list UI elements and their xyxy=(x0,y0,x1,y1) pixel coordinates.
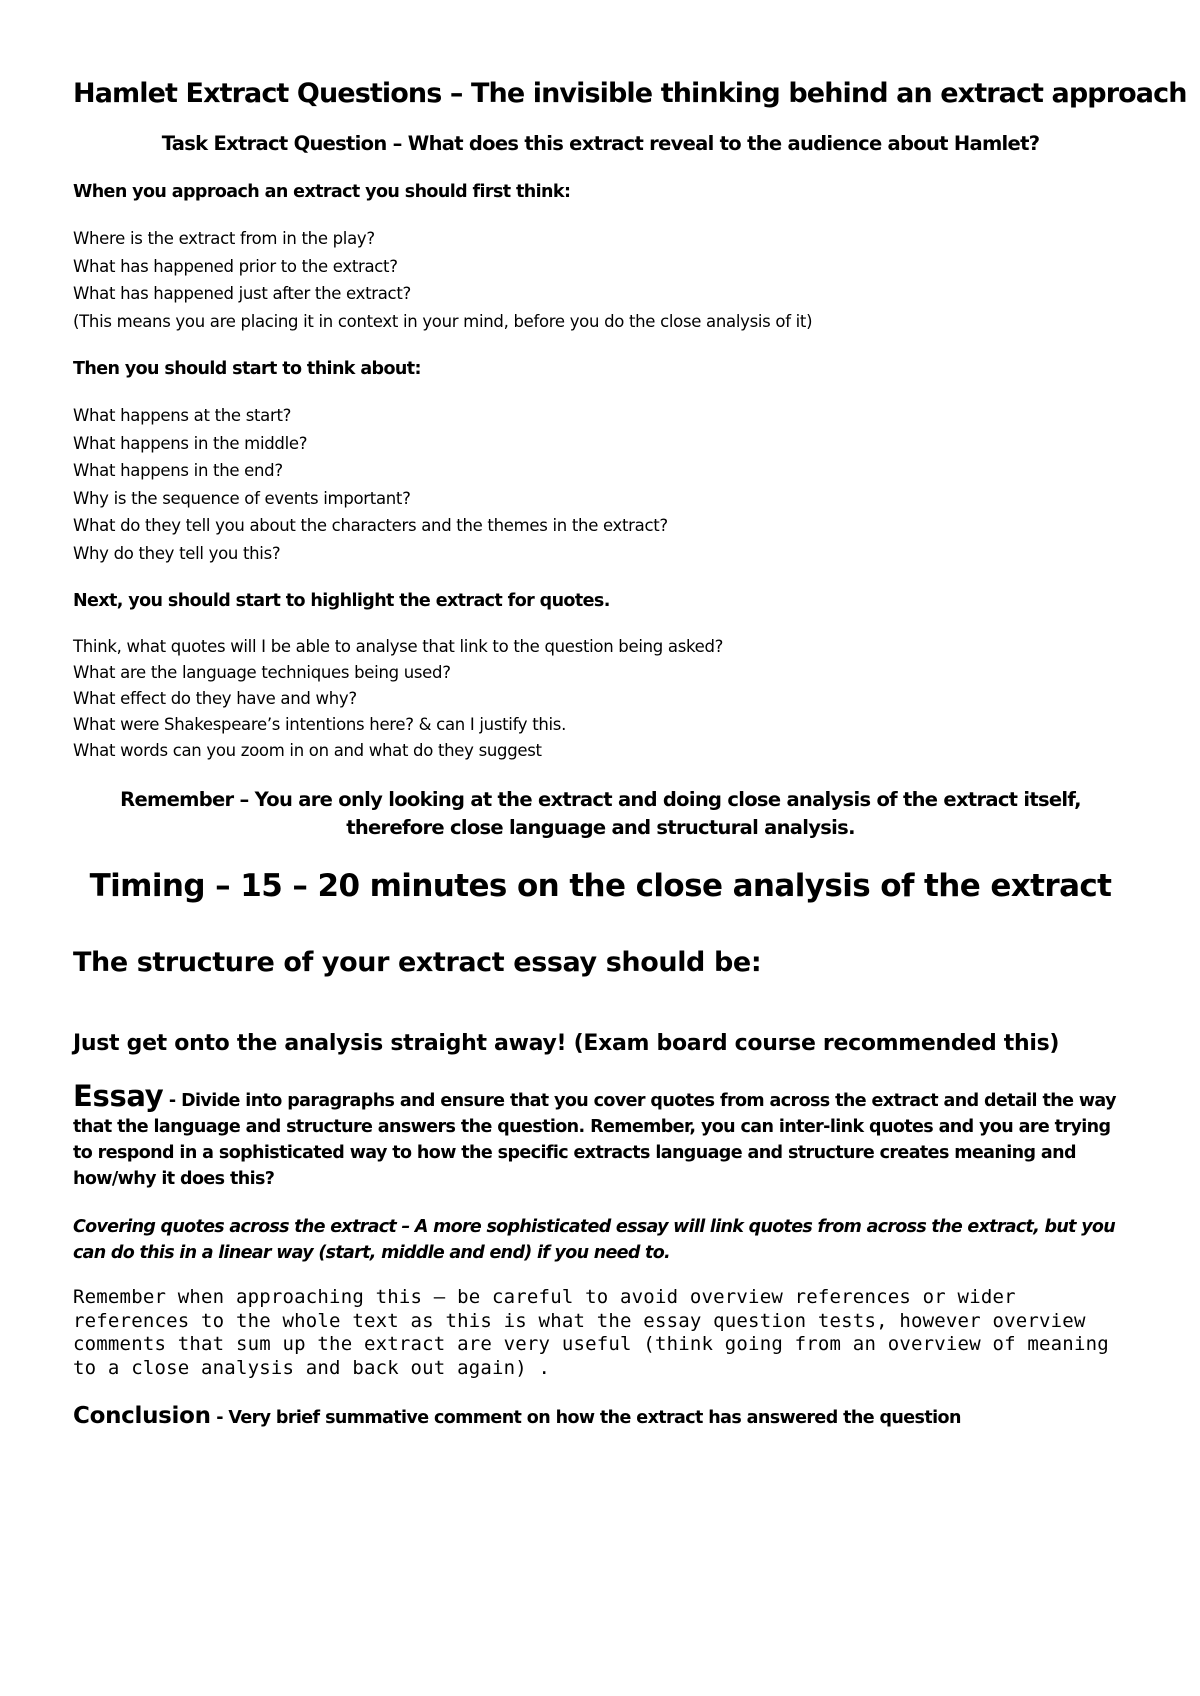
then-think-list xyxy=(73,402,1128,567)
remember-close-analysis: Remember – You are only looking at the extract and doing close analysis of the extract itself, therefore close language and structural analysis. xyxy=(120,788,1081,839)
first-think-list xyxy=(73,225,1128,335)
list-item: (This means you are placing it in context in your mind, before you do the close analysis of it) xyxy=(73,311,813,331)
essay-paragraph xyxy=(73,1079,1128,1192)
list-item: What happens in the middle? xyxy=(73,433,308,453)
list-item: Think, what quotes will I be able to analyse that link to the question being asked? xyxy=(73,637,724,656)
first-think-heading: When you approach an extract you should first think: xyxy=(73,182,571,202)
conclusion-text: - Very brief summative comment on how the extract has answered the question xyxy=(210,1408,961,1428)
list-item: What has happened just after the extract? xyxy=(73,284,411,303)
task-question: Task Extract Question – What does this extract reveal to the audience about Hamlet? xyxy=(161,132,1040,155)
covering-quotes-note: Covering quotes across the extract – A more sophisticated essay will link quotes from across the extract, but you can do this in a linear way (start, middle and end) if you need to. xyxy=(73,1217,1115,1263)
list-item: What words can you zoom in on and what do they suggest xyxy=(73,741,542,760)
list-item: Why is the sequence of events important? xyxy=(73,488,411,508)
list-item: What happens in the end? xyxy=(73,461,283,480)
list-item: What has happened prior to the extract? xyxy=(73,256,398,276)
document-title: Hamlet Extract Questions – The invisible thinking behind an extract approach xyxy=(73,78,1187,109)
next-highlight-heading: Next, you should start to highlight the extract for quotes. xyxy=(73,591,610,611)
list-item: What effect do they have and why? xyxy=(73,689,357,708)
next-highlight-list xyxy=(73,634,1128,764)
structure-heading: The structure of your extract essay should be: xyxy=(73,947,762,978)
essay-text: - Divide into paragraphs and ensure that you cover quotes from across the extract and detail the way that the language and structure answers the question. Remember, you can inter-link quotes and you are trying to respond in a sophisticated way to how the specific extracts language and structure creates meaning and how/why it does this? xyxy=(73,1091,1116,1189)
list-item: Where is the extract from in the play? xyxy=(73,229,375,248)
list-item: What do they tell you about the characters and the themes in the extract? xyxy=(73,516,668,535)
list-item: What happens at the start? xyxy=(73,406,292,425)
remember-approach-note: Remember when approaching this – be careful to avoid overview references or wider references to the whole text as this is what the essay question tests, however overview comments that sum up the extract are very useful (think going from an overview of meaning to a close analysis and back out again) . xyxy=(73,1286,1109,1379)
list-item: Why do they tell you this? xyxy=(73,543,281,563)
conclusion-paragraph xyxy=(73,1402,1128,1432)
list-item: What were Shakespeare’s intentions here? & can I justify this. xyxy=(73,715,567,734)
just-get-heading: Just get onto the analysis straight away! (Exam board course recommended this) xyxy=(73,1031,1060,1056)
conclusion-label: Conclusion xyxy=(73,1403,211,1429)
essay-label: Essay xyxy=(73,1079,164,1113)
timing-heading: Timing – 15 – 20 minutes on the close analysis of the extract xyxy=(89,868,1112,904)
then-think-heading: Then you should start to think about: xyxy=(73,359,421,379)
list-item: What are the language techniques being used? xyxy=(73,663,451,682)
